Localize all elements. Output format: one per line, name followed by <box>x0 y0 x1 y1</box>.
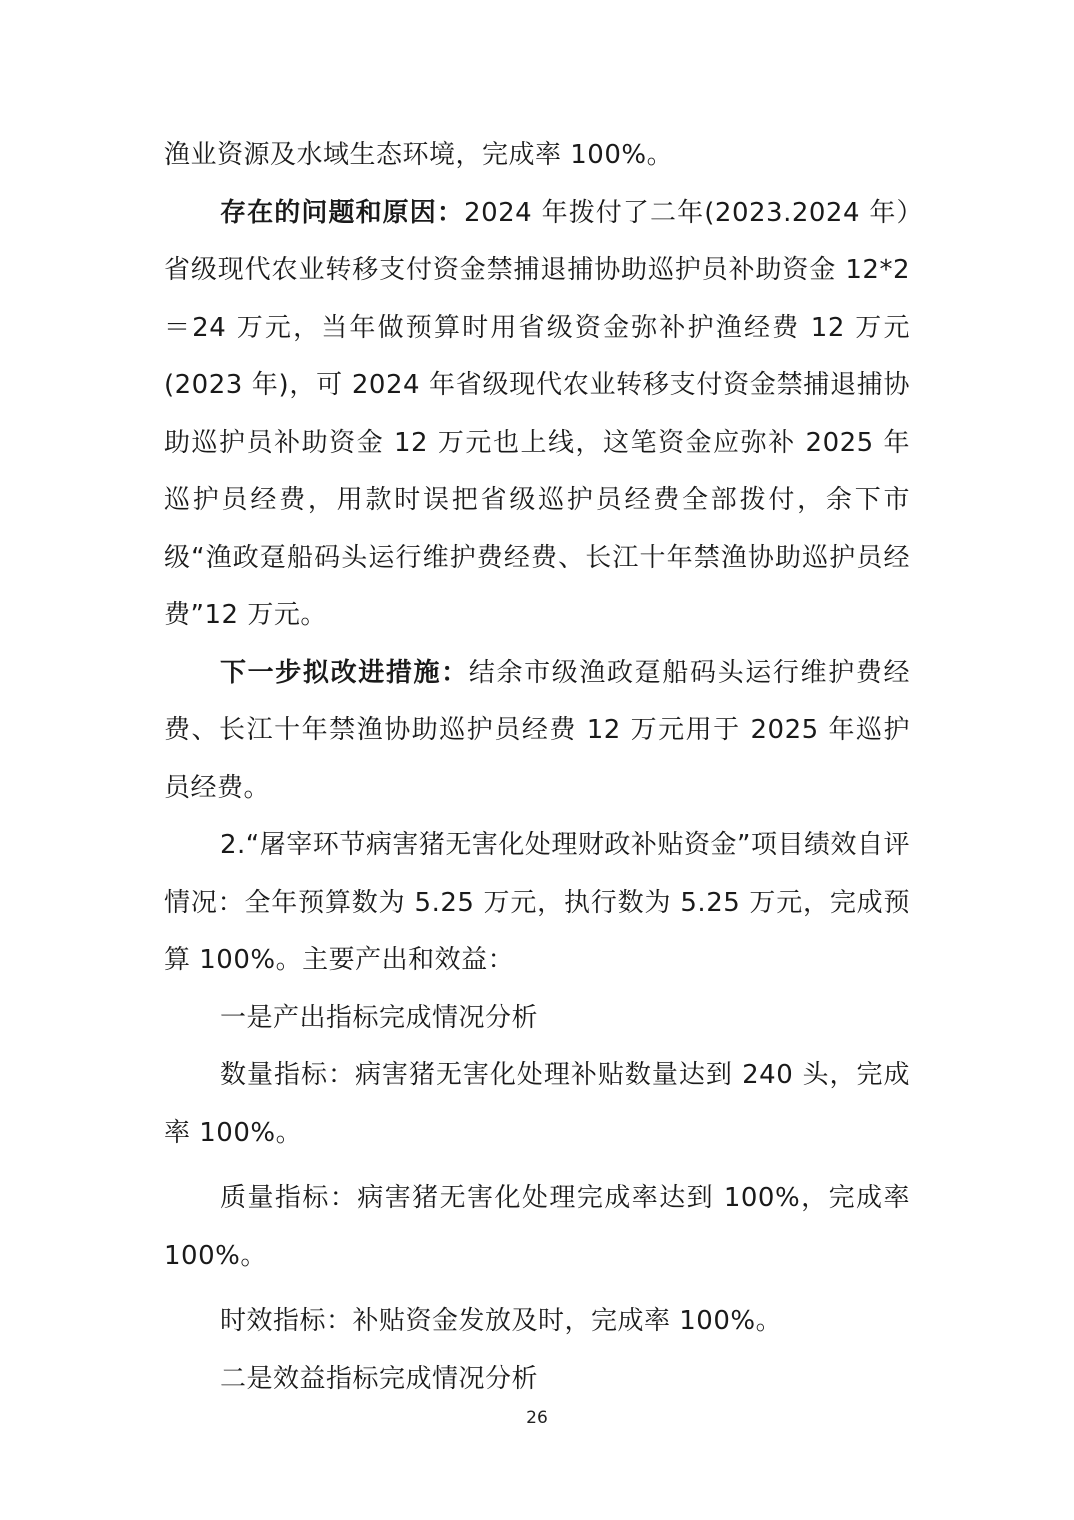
paragraph-benefit-heading <box>164 1351 910 1409</box>
paragraph-text: 数量指标：病害猪无害化处理补贴数量达到 240 头，完成率 100%。 <box>164 1060 910 1148</box>
paragraph-improvement-measures <box>164 645 910 818</box>
paragraph-output-heading <box>164 990 910 1048</box>
paragraph-text: 二是效益指标完成情况分析 <box>220 1363 539 1394</box>
paragraph-text: 结余市级渔政趸船码头运行维护费经费、长江十年禁渔协助巡护员经费 12 万元用于 2025 年巡护员经费。 <box>164 657 910 803</box>
paragraph-text: 2.“屠宰环节病害猪无害化处理财政补贴资金”项目绩效自评情况：全年预算数为 5.25 万元，执行数为 5.25 万元，完成预算 100%。主要产出和效益： <box>164 830 910 975</box>
paragraph-text: 质量指标：病害猪无害化处理完成率达到 100%，完成率 100%。 <box>164 1183 910 1271</box>
paragraph-text: 2024 年拨付了二年(2023.2024 年）省级现代农业转移支付资金禁捕退捕协助巡护员补助资金 12*2＝24 万元，当年做预算时用省级资金弥补护渔经费 12 万元(2023 年)，可 2024 年省级现代农业转移支付资金禁捕退捕协助巡护员补助资金 12 万元也上线，这笔资金应弥补 2025 年巡护员经费，用款时误把省级巡护员经费全部拨付，余下市级“渔政趸船码头运行维护费经费、长江十年禁渔协助巡护员经费”12 万元。 <box>164 197 910 630</box>
paragraph-text: 一是产出指标完成情况分析 <box>220 1002 539 1033</box>
paragraph-text: 渔业资源及水域生态环境，完成率 100%。 <box>164 140 674 170</box>
page-number: 26 <box>526 1408 548 1428</box>
paragraph-timeliness-indicator <box>164 1293 910 1351</box>
paragraph-project-evaluation <box>164 817 910 990</box>
paragraph-problems-and-causes <box>164 185 910 645</box>
body-text <box>164 127 910 1408</box>
paragraph-quantity-indicator <box>164 1047 910 1162</box>
paragraph-heading: 下一步拟改进措施： <box>220 657 469 688</box>
paragraph-continuation <box>164 127 910 185</box>
paragraph-heading: 存在的问题和原因： <box>220 197 465 228</box>
paragraph-text: 时效指标：补贴资金发放及时，完成率 100%。 <box>220 1306 783 1336</box>
paragraph-quality-indicator <box>164 1170 910 1285</box>
